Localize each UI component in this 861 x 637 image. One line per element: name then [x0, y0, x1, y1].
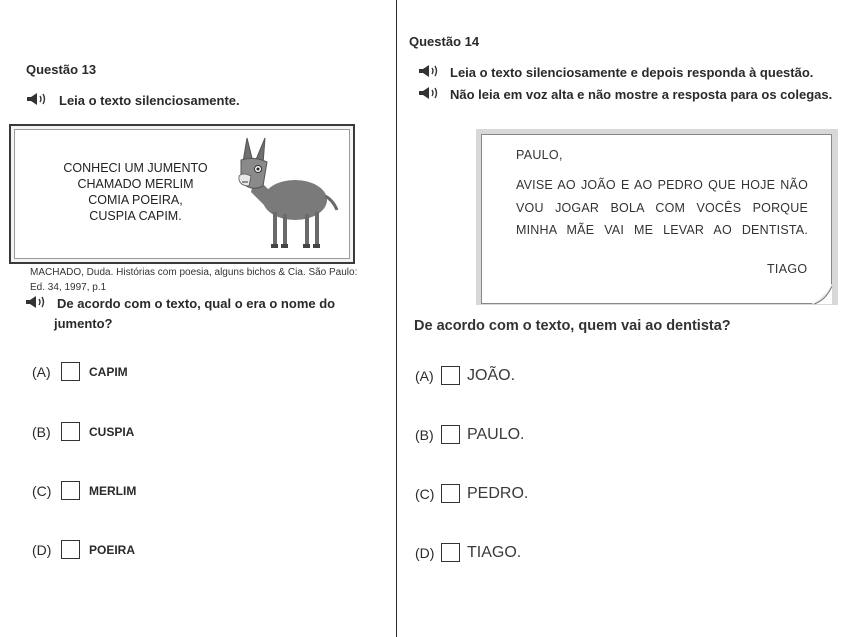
option-letter: (C): [32, 482, 52, 499]
option-text: PAULO.: [467, 425, 525, 443]
q14-option-d[interactable]: [415, 543, 521, 562]
checkbox[interactable]: [61, 540, 80, 559]
note-body-line: MINHA MÃE VAI ME LEVAR AO DENTISTA.: [516, 223, 808, 237]
option-letter: (B): [32, 423, 51, 440]
q14-title: Questão 14: [409, 34, 480, 49]
option-text: MERLIM: [89, 483, 137, 498]
q14-instruction-2: Não leia em voz alta e não mostre a resposta para os colegas.: [450, 87, 833, 102]
option-letter: (D): [32, 541, 52, 558]
q13-question: [54, 294, 336, 334]
checkbox[interactable]: [61, 481, 80, 500]
poem-text: [43, 160, 228, 224]
q14-question: De acordo com o texto, quem vai ao dentista?: [414, 318, 731, 334]
q14-option-a[interactable]: [415, 366, 515, 385]
donkey-illustration: [233, 136, 343, 254]
page-curl-icon: [812, 284, 834, 306]
poem-line: CUSPIA CAPIM.: [89, 209, 182, 223]
checkbox[interactable]: [61, 362, 80, 381]
source-credit: [30, 265, 357, 295]
q13-instruction: Leia o texto silenciosamente.: [59, 93, 240, 108]
option-letter: (C): [415, 485, 435, 502]
note-greeting: PAULO,: [516, 148, 563, 162]
option-letter: (D): [415, 544, 435, 561]
speaker-icon: [418, 63, 440, 79]
q13-option-a[interactable]: [32, 362, 128, 381]
option-text: CAPIM: [89, 364, 128, 379]
poem-box: [9, 124, 355, 264]
page-divider: [396, 0, 397, 637]
speaker-icon: [25, 294, 47, 310]
speaker-icon: [418, 85, 440, 101]
checkbox[interactable]: [441, 366, 460, 385]
option-letter: (A): [415, 367, 434, 384]
option-text: POEIRA: [89, 542, 136, 557]
poem-box-inner: [14, 129, 350, 259]
note-signature: TIAGO: [767, 262, 808, 276]
checkbox[interactable]: [441, 543, 460, 562]
speaker-icon: [26, 91, 48, 107]
q13-option-d[interactable]: [32, 540, 135, 559]
q13-option-b[interactable]: [32, 422, 134, 441]
option-text: PEDRO.: [467, 484, 529, 502]
option-text: CUSPIA: [89, 424, 135, 439]
note-body-line: AVISE AO JOÃO E AO PEDRO QUE HOJE NÃO: [516, 178, 808, 192]
option-letter: (A): [32, 363, 51, 380]
option-letter: (B): [415, 426, 434, 443]
poem-line: COMIA POEIRA,: [88, 193, 183, 207]
q14-instruction-1: Leia o texto silenciosamente e depois responda à questão.: [450, 65, 814, 80]
q14-option-c[interactable]: [415, 484, 528, 503]
q13-title: Questão 13: [26, 62, 97, 77]
option-text: JOÃO.: [467, 366, 516, 384]
poem-line: CONHECI UM JUMENTO: [63, 161, 208, 175]
question-line: jumento?: [54, 316, 113, 331]
credit-line: MACHADO, Duda. Histórias com poesia, alguns bichos & Cia. São Paulo:: [30, 267, 358, 278]
checkbox[interactable]: [61, 422, 80, 441]
q13-option-c[interactable]: [32, 481, 136, 500]
q14-option-b[interactable]: [415, 425, 525, 444]
checkbox[interactable]: [441, 425, 460, 444]
note-body-line: VOU JOGAR BOLA COM VOCÊS PORQUE: [516, 201, 808, 215]
question-line: De acordo com o texto, qual o era o nome do: [57, 296, 336, 311]
poem-line: CHAMADO MERLIM: [77, 177, 194, 191]
checkbox[interactable]: [441, 484, 460, 503]
option-text: TIAGO.: [467, 543, 522, 561]
credit-line: Ed. 34, 1997, p.1: [30, 282, 107, 293]
